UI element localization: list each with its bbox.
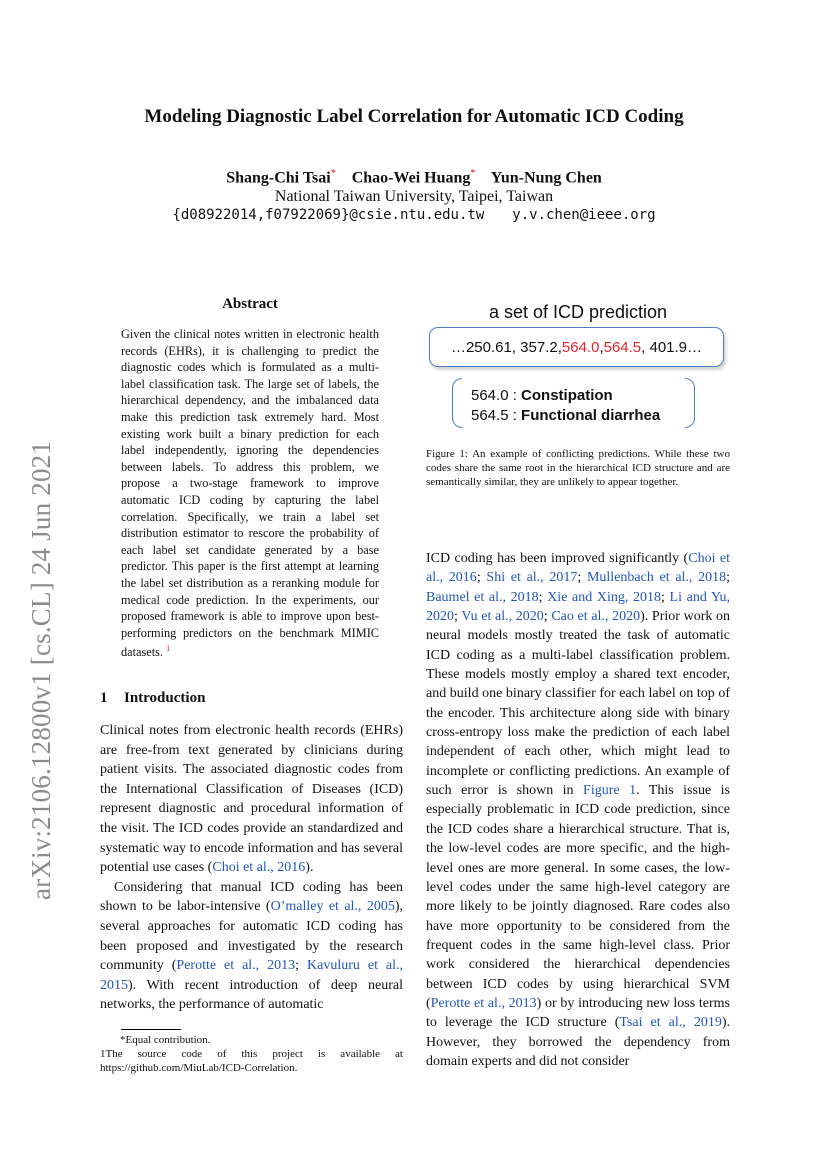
- prediction-codes: , 401.9…: [641, 338, 703, 356]
- citation-link[interactable]: Li and Yu, 2020: [426, 589, 731, 625]
- code-number: 564.0 :: [471, 387, 522, 404]
- body-text: ) or by introducing new loss terms to leverage the ICD structure (: [426, 995, 730, 1031]
- conflict-code: 564.5: [603, 338, 642, 356]
- citation-link[interactable]: Xie and Xing, 2018: [547, 589, 662, 605]
- author-name: Chao-Wei Huang: [351, 169, 471, 187]
- citation-link[interactable]: Tsai et al., 2019: [619, 1015, 722, 1031]
- body-text: ;: [577, 570, 587, 586]
- citation-link[interactable]: Baumel et al., 2018: [426, 589, 539, 605]
- code-separator: ,: [599, 338, 604, 356]
- body-text: ;: [661, 589, 670, 605]
- arxiv-identifier: arXiv:2106.12800v1 [cs.CL] 24 Jun 2021: [26, 440, 56, 900]
- citation-link[interactable]: Figure 1: [583, 783, 637, 799]
- body-text: ICD coding has been improved significantly (: [426, 551, 689, 566]
- body-text: ;: [295, 958, 308, 974]
- body-text: Clinical notes from electronic health records (EHRs) are free-from text generated by clinicians during patient visits. The associated diagnostic codes from the International Classification of Diseases (ICD) represent diagnostic and procedural information of the visit. The ICD codes provide an standardized and systematic way to encode information and has several potential use cases (: [100, 723, 403, 876]
- section-heading: [100, 690, 205, 707]
- intro-paragraph: [426, 549, 730, 1071]
- citation-link[interactable]: Choi et al., 2016: [212, 860, 306, 876]
- abstract-text: [121, 326, 379, 661]
- intro-left-column: [100, 721, 403, 1015]
- right-brace-icon: [685, 378, 695, 428]
- body-text: . This issue is especially problematic in ICD code prediction, since the ICD codes share a hierarchical structure. That is, the low-level codes are more specific, and the high-level ones are more general. In some cases, the low-level codes under the same high-level category are more likely to be jointly diagnosed. Rare codes also have more opportunity to be considered from the frequent codes in the same high-level class. Prior work considered the hierarchical dependencies between ICD codes by using hierarchical SVM (: [426, 783, 730, 1011]
- prediction-codes: …250.61, 357.2,: [450, 338, 562, 356]
- body-text: ).: [305, 860, 314, 876]
- conflicting-code-list: [471, 386, 660, 426]
- affiliation: National Taiwan University, Taipei, Taiwan: [274, 188, 554, 205]
- body-text: ), several approaches for automatic ICD coding has been proposed and investigated by the research community (: [100, 899, 403, 974]
- email-address: y.v.chen@ieee.org: [512, 207, 656, 223]
- body-text: ). However, they borrowed the dependency from domain experts and did not consider: [426, 1015, 730, 1069]
- abstract-body: Given the clinical notes written in electronic health records (EHRs), it is challenging to predict the diagnostic codes which is formulated as a multi-label classification task. The large set of labels, the hierarchical dependency, and the imbalanced data make this prediction task extremely hard. Most existing work built a binary prediction for each label independently, ignoring the dependencies between labels. To address this problem, we propose a two-stage framework to improve automatic ICD coding by capturing the label correlation. Specifically, we train a label set distribution estimator to rescore the probability of each label set candidate generated by a base predictor. This paper is the first attempt at learning the label set distribution as a reranking module for medical code prediction. In the experiments, our proposed framework is able to improve upon best-performing predictors on the benchmark MIMIC datasets.: [121, 327, 379, 660]
- body-text: ;: [538, 589, 548, 605]
- code-label: Constipation: [521, 387, 613, 404]
- citation-link[interactable]: Shi et al., 2017: [486, 570, 578, 586]
- abstract-heading: Abstract: [222, 296, 278, 312]
- equal-contribution-mark: *: [470, 168, 476, 179]
- code-entry: [471, 406, 660, 426]
- author-name: Yun-Nung Chen: [490, 169, 602, 187]
- citation-link[interactable]: Kavuluru et al., 2015: [100, 958, 404, 993]
- paper-title: Modeling Diagnostic Label Correlation for Automatic ICD Coding: [144, 106, 684, 127]
- intro-right-column: [426, 549, 730, 1071]
- figure-title: a set of ICD prediction: [488, 302, 668, 322]
- citation-link[interactable]: Cao et al., 2020: [551, 609, 641, 625]
- author-emails: [0, 207, 828, 223]
- citation-link[interactable]: Perotte et al., 2013: [176, 958, 296, 974]
- citation-link[interactable]: Mullenbach et al., 2018: [586, 570, 727, 586]
- footnote-divider: [121, 1029, 181, 1030]
- body-text: ). With recent introduction of deep neural networks, the performance of automatic: [100, 977, 403, 1013]
- figure-caption: Figure 1: An example of conflicting predictions. While these two codes share the same root in the hierarchical ICD structure and are semantically similar, they are unlikely to appear together.: [426, 448, 730, 488]
- citation-link[interactable]: Choi et al., 2016: [426, 551, 731, 586]
- code-entry: [471, 386, 660, 406]
- intro-paragraph: [100, 721, 403, 878]
- section-title: Introduction: [124, 690, 206, 706]
- code-number: 564.5 :: [471, 407, 522, 424]
- body-text: Considering that manual ICD coding has been shown to be labor-intensive (: [100, 879, 403, 915]
- footnote: *Equal contribution.: [120, 1034, 211, 1046]
- citation-link[interactable]: Perotte et al., 2013: [430, 995, 537, 1011]
- body-text: ;: [726, 570, 731, 586]
- prediction-box: [429, 327, 724, 367]
- author-list: [0, 168, 828, 187]
- citation-link[interactable]: O’malley et al., 2005: [270, 899, 395, 915]
- citation-link[interactable]: Vu et al., 2020: [461, 609, 544, 625]
- footnotes: [100, 1033, 403, 1075]
- code-label: Functional diarrhea: [521, 407, 661, 424]
- section-number: 1: [100, 690, 108, 706]
- left-brace-icon: [452, 378, 462, 428]
- email-address: {d08922014,f07922069}@csie.ntu.edu.tw: [172, 207, 485, 223]
- body-text: ;: [454, 609, 462, 625]
- body-text: ;: [543, 609, 552, 625]
- body-text: ;: [476, 570, 487, 586]
- author-name: Shang-Chi Tsai: [226, 169, 331, 187]
- conflict-code: 564.0: [561, 338, 600, 356]
- equal-contribution-mark: *: [330, 168, 336, 179]
- footnote: 1The source code of this project is available at https://github.com/MiuLab/ICD-Correlation.: [100, 1048, 403, 1074]
- intro-paragraph: [100, 878, 403, 1015]
- footnote-marker[interactable]: 1: [166, 644, 171, 654]
- body-text: ). Prior work on neural models mostly treated the task of automatic ICD coding as a multi-label classification problem. These models mostly employ a shared text encoder, and build one binary classifier for each label on top of the encoder. This architecture along side with binary cross-entropy loss make the prediction of each label independent of each other, which might lead to incomplete or conflicting predictions. An example of such error is shown in: [426, 609, 731, 799]
